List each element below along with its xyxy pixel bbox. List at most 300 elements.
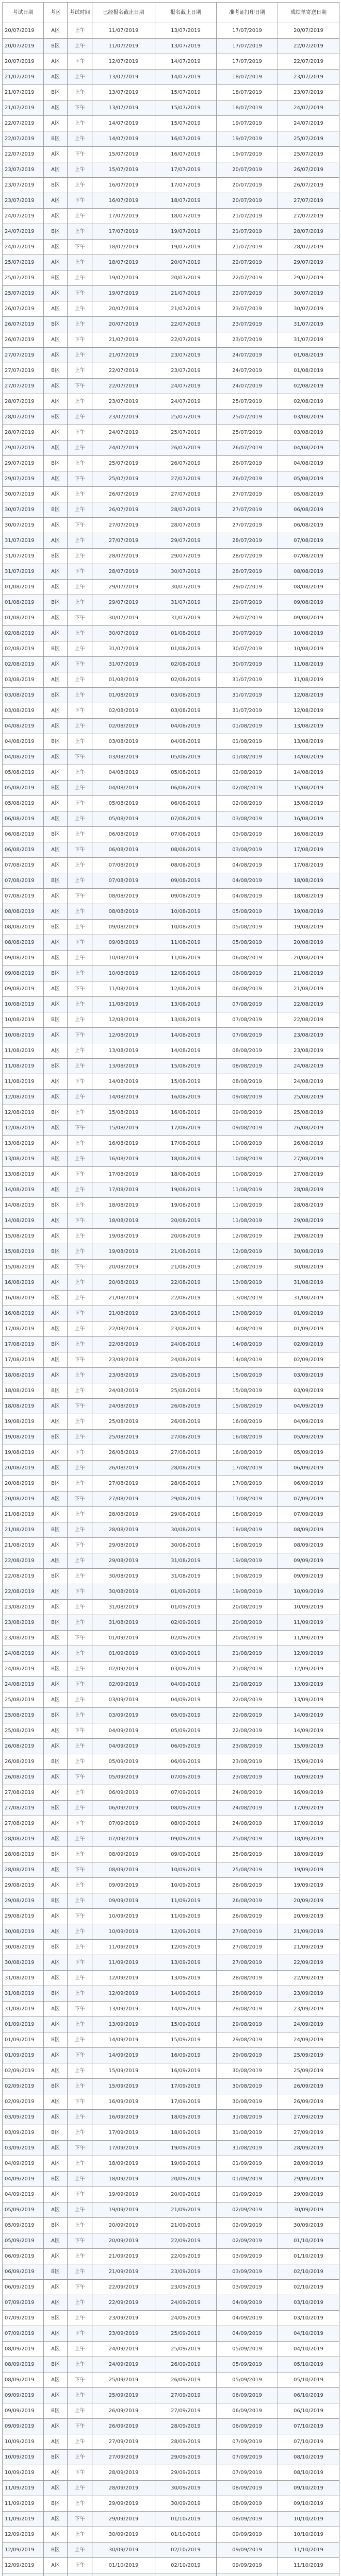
cell-exam-date: 03/09/2019: [3, 2141, 44, 2156]
table-row: [3, 1012, 339, 1028]
table-row: [3, 1816, 339, 1832]
cell-admission-print-date: 06/08/2019: [217, 981, 278, 997]
cell-zone: A区: [44, 2558, 68, 2573]
cell-exam-date: 25/08/2019: [3, 1692, 44, 1708]
table-row: [3, 2141, 339, 2156]
cell-registration-deadline: 09/09/2019: [155, 1832, 217, 1847]
cell-zone: B区: [44, 2172, 68, 2187]
cell-zone: A区: [44, 2342, 68, 2357]
cell-exam-date: 10/08/2019: [3, 997, 44, 1012]
table-row: [3, 997, 339, 1012]
cell-registered-deadline: 22/08/2019: [92, 1337, 155, 1352]
cell-registration-deadline: 10/09/2019: [155, 1862, 217, 1878]
cell-admission-print-date: 05/08/2019: [217, 904, 278, 920]
cell-score-mail-date: 04/10/2019: [278, 2326, 339, 2342]
cell-admission-print-date: 17/07/2019: [217, 54, 278, 70]
cell-registration-deadline: 18/07/2019: [155, 209, 217, 224]
cell-registration-deadline: 17/09/2019: [155, 2079, 217, 2094]
cell-exam-date: 21/08/2019: [3, 1538, 44, 1553]
cell-exam-date: 31/07/2019: [3, 549, 44, 564]
cell-registration-deadline: 24/09/2019: [155, 2295, 217, 2311]
cell-exam-date: 28/07/2019: [3, 425, 44, 440]
cell-registered-deadline: 29/09/2019: [92, 2496, 155, 2512]
cell-zone: A区: [44, 1862, 68, 1878]
table-row: [3, 904, 339, 920]
cell-admission-print-date: 01/08/2019: [217, 719, 278, 734]
cell-score-mail-date: 27/09/2019: [278, 2125, 339, 2141]
cell-session: 上午: [68, 2032, 92, 2048]
cell-zone: A区: [44, 1260, 68, 1275]
cell-exam-date: 31/08/2019: [3, 2002, 44, 2017]
cell-exam-date: 24/07/2019: [3, 209, 44, 224]
cell-session: 上午: [68, 1708, 92, 1723]
cell-score-mail-date: 09/09/2019: [278, 1553, 339, 1569]
cell-exam-date: 27/07/2019: [3, 348, 44, 363]
cell-session: 上午: [68, 317, 92, 332]
cell-score-mail-date: 21/08/2019: [278, 966, 339, 981]
table-row: [3, 672, 339, 688]
table-row: [3, 1260, 339, 1275]
cell-exam-date: 10/09/2019: [3, 2450, 44, 2465]
cell-admission-print-date: 24/07/2019: [217, 379, 278, 394]
cell-registered-deadline: 30/07/2019: [92, 626, 155, 641]
cell-exam-date: 07/09/2019: [3, 2295, 44, 2311]
cell-exam-date: 30/07/2019: [3, 518, 44, 533]
cell-registered-deadline: 22/09/2019: [92, 2280, 155, 2295]
cell-registered-deadline: 12/09/2019: [92, 1986, 155, 2002]
table-row: [3, 657, 339, 672]
cell-session: 上午: [68, 178, 92, 193]
cell-admission-print-date: 23/08/2019: [217, 1754, 278, 1770]
cell-zone: A区: [44, 2512, 68, 2527]
cell-score-mail-date: 10/08/2019: [278, 641, 339, 657]
cell-registered-deadline: 16/08/2019: [92, 1136, 155, 1151]
cell-score-mail-date: 21/09/2019: [278, 1940, 339, 1955]
cell-exam-date: 04/08/2019: [3, 734, 44, 750]
cell-zone: [44, 2573, 68, 2576]
cell-exam-date: 08/09/2019: [3, 2342, 44, 2357]
cell-admission-print-date: 20/07/2019: [217, 178, 278, 193]
cell-score-mail-date: 29/07/2019: [278, 270, 339, 286]
cell-exam-date: 12/09/2019: [3, 2558, 44, 2573]
cell-registration-deadline: 06/09/2019: [155, 1754, 217, 1770]
cell-admission-print-date: 03/08/2019: [217, 842, 278, 858]
cell-zone: A区: [44, 518, 68, 533]
cell-zone: A区: [44, 2110, 68, 2125]
cell-admission-print-date: 29/08/2019: [217, 2032, 278, 2048]
table-row: [3, 1862, 339, 1878]
cell-admission-print-date: 25/08/2019: [217, 1832, 278, 1847]
cell-zone: A区: [44, 1600, 68, 1615]
cell-score-mail-date: 04/08/2019: [278, 440, 339, 456]
cell-zone: B区: [44, 1430, 68, 1445]
cell-session: 上午: [68, 1785, 92, 1801]
table-row: [3, 1492, 339, 1507]
cell-zone: A区: [44, 842, 68, 858]
cell-zone: A区: [44, 1646, 68, 1662]
cell-session: 上午: [68, 672, 92, 688]
cell-registered-deadline: 11/07/2019: [92, 39, 155, 54]
cell-zone: A区: [44, 116, 68, 131]
cell-registered-deadline: 08/08/2019: [92, 889, 155, 904]
cell-admission-print-date: 26/08/2019: [217, 1878, 278, 1893]
cell-exam-date: 12/09/2019: [3, 2527, 44, 2543]
table-row: [3, 889, 339, 904]
cell-score-mail-date: 11/08/2019: [278, 672, 339, 688]
cell-admission-print-date: 06/08/2019: [217, 966, 278, 981]
cell-session: 上午: [68, 209, 92, 224]
cell-score-mail-date: 04/10/2019: [278, 2342, 339, 2357]
cell-score-mail-date: 30/09/2019: [278, 2202, 339, 2218]
cell-zone: B区: [44, 363, 68, 379]
cell-admission-print-date: 08/09/2019: [217, 2512, 278, 2527]
cell-registration-deadline: 30/08/2019: [155, 1538, 217, 1553]
cell-session: 下午: [68, 2512, 92, 2527]
cell-registration-deadline: 22/07/2019: [155, 317, 217, 332]
cell-exam-date: 22/07/2019: [3, 147, 44, 162]
cell-score-mail-date: 11/09/2019: [278, 1631, 339, 1646]
cell-admission-print-date: 04/09/2019: [217, 2326, 278, 2342]
cell-zone: A区: [44, 2481, 68, 2496]
cell-score-mail-date: 29/09/2019: [278, 2187, 339, 2202]
table-row: [3, 116, 339, 131]
cell-admission-print-date: 06/09/2019: [217, 2419, 278, 2434]
cell-registration-deadline: 02/10/2019: [155, 2543, 217, 2558]
cell-score-mail-date: 13/09/2019: [278, 1677, 339, 1692]
cell-admission-print-date: 27/07/2019: [217, 487, 278, 502]
table-row: [3, 765, 339, 781]
table-row: [3, 1229, 339, 1244]
cell-zone: A区: [44, 858, 68, 873]
cell-score-mail-date: 01/10/2019: [278, 2233, 339, 2249]
table-row: [3, 363, 339, 379]
cell-score-mail-date: 22/07/2019: [278, 39, 339, 54]
cell-admission-print-date: 21/08/2019: [217, 1677, 278, 1692]
cell-registered-deadline: 03/09/2019: [92, 1692, 155, 1708]
cell-session: 上午: [68, 1012, 92, 1028]
cell-score-mail-date: 07/10/2019: [278, 2434, 339, 2450]
table-row: [3, 2573, 339, 2576]
cell-registered-deadline: 19/09/2019: [92, 2187, 155, 2202]
cell-admission-print-date: 07/09/2019: [217, 2450, 278, 2465]
table-row: [3, 2419, 339, 2434]
cell-session: 上午: [68, 1337, 92, 1352]
cell-zone: B区: [44, 873, 68, 889]
table-row: [3, 2403, 339, 2419]
cell-session: 上午: [68, 1461, 92, 1476]
cell-registered-deadline: 10/08/2019: [92, 966, 155, 981]
cell-registered-deadline: 15/08/2019: [92, 1105, 155, 1121]
cell-registration-deadline: 30/07/2019: [155, 564, 217, 580]
cell-admission-print-date: 21/08/2019: [217, 1646, 278, 1662]
cell-score-mail-date: 09/08/2019: [278, 611, 339, 626]
cell-session: 上午: [68, 2079, 92, 2094]
table-body: [3, 23, 339, 2576]
cell-exam-date: 11/08/2019: [3, 1043, 44, 1059]
cell-score-mail-date: 26/09/2019: [278, 2094, 339, 2110]
cell-exam-date: 29/07/2019: [3, 440, 44, 456]
cell-registered-deadline: 18/07/2019: [92, 255, 155, 270]
cell-exam-date: 19/08/2019: [3, 1430, 44, 1445]
cell-registration-deadline: 11/08/2019: [155, 935, 217, 951]
table-row: [3, 440, 339, 456]
cell-zone: A区: [44, 1739, 68, 1754]
cell-registration-deadline: 01/09/2019: [155, 1584, 217, 1600]
cell-score-mail-date: 02/09/2019: [278, 1352, 339, 1368]
cell-session: 上午: [68, 2218, 92, 2233]
table-row: [3, 827, 339, 842]
table-row: [3, 688, 339, 703]
cell-admission-print-date: 07/08/2019: [217, 1012, 278, 1028]
cell-registration-deadline: 22/07/2019: [155, 332, 217, 348]
cell-session: 上午: [68, 116, 92, 131]
cell-zone: A区: [44, 1213, 68, 1229]
table-row: [3, 1383, 339, 1399]
cell-zone: A区: [44, 1043, 68, 1059]
cell-session: 上午: [68, 1151, 92, 1167]
cell-registered-deadline: 13/07/2019: [92, 100, 155, 116]
cell-score-mail-date: 24/09/2019: [278, 2017, 339, 2032]
cell-zone: B区: [44, 2543, 68, 2558]
cell-zone: A区: [44, 1971, 68, 1986]
cell-zone: B区: [44, 688, 68, 703]
table-row: [3, 750, 339, 765]
cell-zone: A区: [44, 209, 68, 224]
cell-exam-date: 21/07/2019: [3, 70, 44, 85]
cell-zone: A区: [44, 425, 68, 440]
table-row: [3, 317, 339, 332]
cell-zone: A区: [44, 348, 68, 363]
cell-admission-print-date: 31/08/2019: [217, 2141, 278, 2156]
cell-zone: A区: [44, 904, 68, 920]
cell-exam-date: 16/08/2019: [3, 1291, 44, 1306]
cell-exam-date: 21/08/2019: [3, 1522, 44, 1538]
cell-zone: A区: [44, 2372, 68, 2388]
table-row: [3, 1522, 339, 1538]
cell-registered-deadline: 21/09/2019: [92, 2264, 155, 2280]
cell-registered-deadline: 22/09/2019: [92, 2295, 155, 2311]
cell-zone: A区: [44, 1692, 68, 1708]
table-row: [3, 1461, 339, 1476]
cell-registered-deadline: 14/07/2019: [92, 116, 155, 131]
table-row: [3, 1399, 339, 1414]
cell-registration-deadline: 21/09/2019: [155, 2218, 217, 2233]
cell-score-mail-date: 25/08/2019: [278, 1105, 339, 1121]
cell-zone: A区: [44, 162, 68, 178]
cell-admission-print-date: 21/07/2019: [217, 240, 278, 255]
cell-admission-print-date: 14/08/2019: [217, 1321, 278, 1337]
cell-exam-date: 10/08/2019: [3, 1012, 44, 1028]
cell-zone: B区: [44, 1383, 68, 1399]
cell-registration-deadline: 20/09/2019: [155, 2187, 217, 2202]
cell-zone: A区: [44, 301, 68, 317]
cell-registration-deadline: 28/08/2019: [155, 1476, 217, 1492]
cell-admission-print-date: 04/08/2019: [217, 858, 278, 873]
cell-registration-deadline: 14/08/2019: [155, 1043, 217, 1059]
cell-registered-deadline: 19/08/2019: [92, 1244, 155, 1260]
cell-registration-deadline: 26/07/2019: [155, 456, 217, 471]
table-row: [3, 471, 339, 487]
table-row: [3, 1677, 339, 1692]
cell-score-mail-date: 22/07/2019: [278, 54, 339, 70]
cell-score-mail-date: 31/08/2019: [278, 1291, 339, 1306]
cell-zone: A区: [44, 394, 68, 410]
table-row: [3, 1321, 339, 1337]
cell-exam-date: 25/07/2019: [3, 255, 44, 270]
table-row: [3, 611, 339, 626]
cell-admission-print-date: 17/07/2019: [217, 23, 278, 39]
cell-exam-date: 06/09/2019: [3, 2249, 44, 2264]
table-row: [3, 1662, 339, 1677]
table-row: [3, 858, 339, 873]
cell-registered-deadline: 20/07/2019: [92, 317, 155, 332]
cell-admission-print-date: 25/08/2019: [217, 1862, 278, 1878]
cell-registered-deadline: [92, 2573, 155, 2576]
cell-registered-deadline: 26/09/2019: [92, 2419, 155, 2434]
cell-session: 上午: [68, 1801, 92, 1816]
cell-admission-print-date: 13/08/2019: [217, 1291, 278, 1306]
cell-zone: A区: [44, 147, 68, 162]
cell-registration-deadline: 10/09/2019: [155, 1878, 217, 1893]
cell-registered-deadline: 20/08/2019: [92, 1275, 155, 1291]
cell-score-mail-date: 03/09/2019: [278, 1383, 339, 1399]
cell-registration-deadline: 02/09/2019: [155, 1615, 217, 1631]
cell-session: 上午: [68, 595, 92, 611]
cell-admission-print-date: 26/07/2019: [217, 456, 278, 471]
cell-exam-date: 12/08/2019: [3, 1090, 44, 1105]
cell-exam-date: 06/08/2019: [3, 842, 44, 858]
cell-registration-deadline: 07/08/2019: [155, 827, 217, 842]
cell-registration-deadline: 23/08/2019: [155, 1321, 217, 1337]
cell-admission-print-date: 07/09/2019: [217, 2434, 278, 2450]
cell-score-mail-date: 18/09/2019: [278, 1847, 339, 1862]
cell-exam-date: 26/08/2019: [3, 1739, 44, 1754]
table-row: [3, 1893, 339, 1909]
table-row: [3, 209, 339, 224]
cell-score-mail-date: 10/09/2019: [278, 1584, 339, 1600]
cell-registration-deadline: 18/09/2019: [155, 2110, 217, 2125]
cell-exam-date: 17/08/2019: [3, 1352, 44, 1368]
cell-admission-print-date: 03/08/2019: [217, 811, 278, 827]
cell-score-mail-date: 23/07/2019: [278, 85, 339, 100]
cell-exam-date: 20/08/2019: [3, 1476, 44, 1492]
cell-score-mail-date: 28/09/2019: [278, 2156, 339, 2172]
cell-zone: A区: [44, 54, 68, 70]
cell-zone: A区: [44, 1832, 68, 1847]
cell-zone: A区: [44, 626, 68, 641]
cell-zone: A区: [44, 935, 68, 951]
table-row: [3, 2326, 339, 2342]
table-row: [3, 1955, 339, 1971]
cell-exam-date: 22/08/2019: [3, 1584, 44, 1600]
table-row: [3, 1121, 339, 1136]
cell-registered-deadline: 25/08/2019: [92, 1414, 155, 1430]
cell-score-mail-date: 04/09/2019: [278, 1399, 339, 1414]
cell-session: 下午: [68, 981, 92, 997]
cell-registered-deadline: 18/07/2019: [92, 240, 155, 255]
cell-admission-print-date: 08/09/2019: [217, 2481, 278, 2496]
cell-score-mail-date: 12/08/2019: [278, 688, 339, 703]
cell-registered-deadline: 11/07/2019: [92, 23, 155, 39]
cell-registered-deadline: 19/07/2019: [92, 270, 155, 286]
cell-registered-deadline: 20/08/2019: [92, 1260, 155, 1275]
cell-zone: A区: [44, 719, 68, 734]
cell-zone: A区: [44, 2063, 68, 2079]
cell-score-mail-date: 28/07/2019: [278, 224, 339, 240]
cell-score-mail-date: 28/08/2019: [278, 1182, 339, 1198]
cell-score-mail-date: 18/09/2019: [278, 1832, 339, 1847]
cell-session: 上午: [68, 1244, 92, 1260]
cell-exam-date: 22/07/2019: [3, 116, 44, 131]
cell-exam-date: 26/07/2019: [3, 332, 44, 348]
cell-registered-deadline: 24/08/2019: [92, 1383, 155, 1399]
cell-registered-deadline: 05/08/2019: [92, 796, 155, 811]
cell-registration-deadline: 23/09/2019: [155, 2280, 217, 2295]
cell-exam-date: 05/08/2019: [3, 796, 44, 811]
cell-registered-deadline: 27/07/2019: [92, 518, 155, 533]
cell-score-mail-date: 07/10/2019: [278, 2419, 339, 2434]
table-row: [3, 100, 339, 116]
table-row: [3, 2249, 339, 2264]
cell-registration-deadline: 24/08/2019: [155, 1352, 217, 1368]
table-row: [3, 2357, 339, 2372]
cell-zone: B区: [44, 1476, 68, 1492]
table-row: [3, 1105, 339, 1121]
cell-registered-deadline: 24/07/2019: [92, 440, 155, 456]
table-row: [3, 2388, 339, 2403]
cell-admission-print-date: 19/08/2019: [217, 1569, 278, 1584]
cell-registered-deadline: 21/08/2019: [92, 1291, 155, 1306]
cell-admission-print-date: 02/08/2019: [217, 781, 278, 796]
cell-admission-print-date: 16/08/2019: [217, 1430, 278, 1445]
cell-registration-deadline: 06/08/2019: [155, 781, 217, 796]
cell-zone: A区: [44, 1275, 68, 1291]
cell-exam-date: 02/09/2019: [3, 2079, 44, 2094]
cell-session: 上午: [68, 440, 92, 456]
cell-zone: A区: [44, 1631, 68, 1646]
cell-registered-deadline: 25/07/2019: [92, 471, 155, 487]
cell-zone: B区: [44, 131, 68, 147]
cell-score-mail-date: 26/09/2019: [278, 2079, 339, 2094]
cell-session: 上午: [68, 2249, 92, 2264]
cell-admission-print-date: 16/08/2019: [217, 1414, 278, 1430]
cell-registration-deadline: 20/07/2019: [155, 270, 217, 286]
cell-session: 下午: [68, 2280, 92, 2295]
cell-registered-deadline: 09/08/2019: [92, 920, 155, 935]
cell-score-mail-date: 06/10/2019: [278, 2388, 339, 2403]
cell-score-mail-date: 23/07/2019: [278, 70, 339, 85]
cell-registration-deadline: 31/08/2019: [155, 1553, 217, 1569]
cell-score-mail-date: 01/08/2019: [278, 348, 339, 363]
cell-score-mail-date: 08/09/2019: [278, 1538, 339, 1553]
cell-admission-print-date: 09/08/2019: [217, 1105, 278, 1121]
cell-registration-deadline: 29/09/2019: [155, 2465, 217, 2481]
cell-registered-deadline: 06/09/2019: [92, 1785, 155, 1801]
cell-registered-deadline: 24/07/2019: [92, 425, 155, 440]
cell-session: 上午: [68, 765, 92, 781]
cell-zone: B区: [44, 1754, 68, 1770]
cell-registered-deadline: 25/09/2019: [92, 2372, 155, 2388]
cell-exam-date: 03/09/2019: [3, 2110, 44, 2125]
cell-session: 上午: [68, 70, 92, 85]
table-row: [3, 2063, 339, 2079]
cell-registered-deadline: 13/08/2019: [92, 1043, 155, 1059]
cell-session: 上午: [68, 1646, 92, 1662]
cell-registered-deadline: 13/09/2019: [92, 2002, 155, 2017]
cell-exam-date: 21/08/2019: [3, 1507, 44, 1522]
cell-score-mail-date: 01/10/2019: [278, 2249, 339, 2264]
column-header-admission-print-date: 准考证打印日期: [217, 3, 278, 23]
